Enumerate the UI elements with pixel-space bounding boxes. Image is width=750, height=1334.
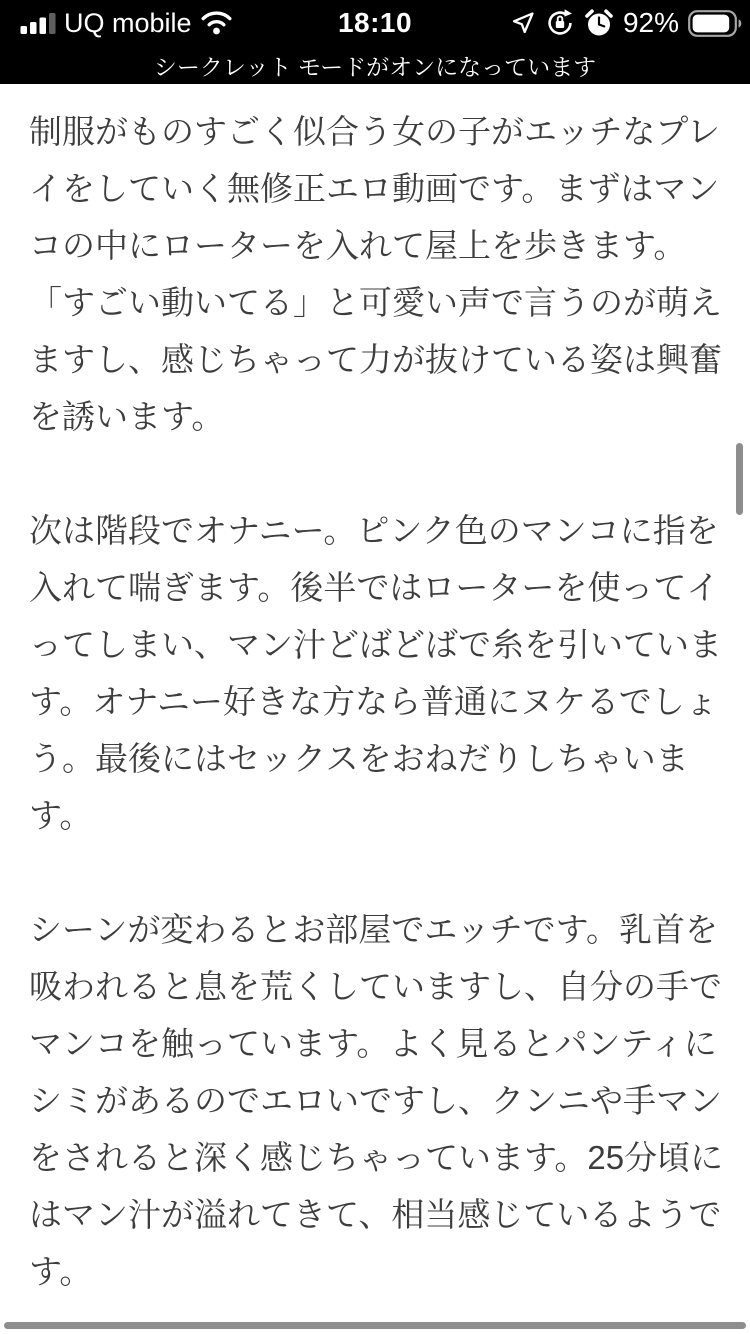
battery-icon: [688, 10, 744, 37]
status-bar: [0, 0, 750, 46]
incognito-banner-text: シークレット モードがオンになっています: [153, 53, 597, 80]
top-header: [0, 0, 750, 84]
paragraph: シーンが変わるとお部屋でエッチです。乳首を吸われると息を荒くしていますし、自分の手でマンコを触っています。よく見るとパンティにシミがあるのでエロいですし、クンニや手マンをされると深く感じちゃっています。25分頃にはマン汁が溢れてきて、相当感じているようです。: [29, 911, 724, 1290]
page-content: [0, 84, 750, 1300]
paragraph: 制服がものすごく似合う女の子がエッチなプレイをしていく無修正エロ動画です。まずはマンコの中にローターを入れて屋上を歩きます。「すごい動いてる」と可愛い声で言うのが萌えますし、感じちゃって力が抜けている姿は興奮を誘います。: [29, 113, 722, 435]
carrier-label: UQ mobile: [64, 7, 192, 38]
orientation-lock-icon: [545, 8, 575, 38]
horizontal-scrollbar[interactable]: [4, 1322, 746, 1329]
alarm-icon: [584, 8, 614, 38]
paragraph: 次は階段でオナニー。ピンク色のマンコに指を入れて喘ぎます。後半ではローターを使ってイってしまい、マン汁どばどばで糸を引いています。オナニー好きな方なら普通にヌケるでしょう。最後にはセックスをおねだりしちゃいます。: [29, 512, 722, 834]
location-arrow-icon: [510, 10, 536, 36]
incognito-banner: [0, 46, 750, 84]
status-bar-right: [510, 0, 744, 46]
vertical-scrollbar[interactable]: [736, 443, 743, 515]
battery-percent: 92%: [622, 7, 679, 38]
clock-time: 18:10: [337, 7, 413, 38]
